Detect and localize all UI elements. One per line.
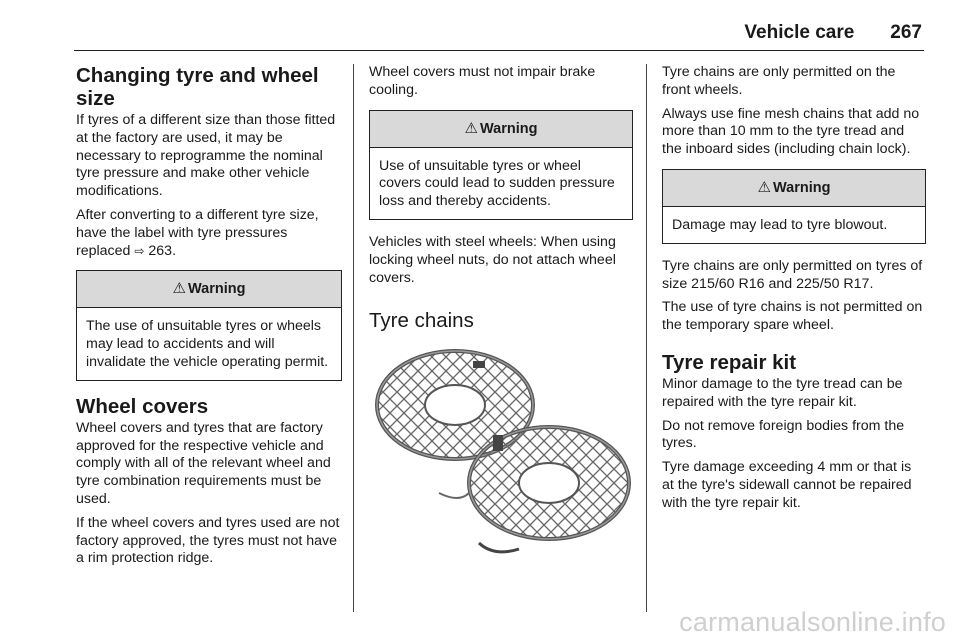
warning-body: Use of unsuitable tyres or wheel covers could lead to sudden pressure loss and thereby accidents.	[379, 157, 615, 210]
paragraph: Always use fine mesh chains that add no more than 10 mm to the tyre tread and the inboard sides (including chain lock).	[662, 105, 920, 158]
warning-title: Warning	[479, 120, 538, 137]
heading-wheel-covers: Wheel covers	[76, 394, 209, 418]
paragraph: If the wheel covers and tyres used are not factory approved, the tyres must not have a rim protection ridge.	[76, 514, 340, 567]
warning-box	[369, 110, 633, 220]
paragraph-text: After converting to a different tyre size, have the label with tyre pressures replaced	[76, 206, 319, 259]
warning-body: Damage may lead to tyre blowout.	[672, 216, 888, 233]
tyre-chains-illustration	[369, 343, 633, 557]
page-header	[0, 22, 922, 44]
warning-header	[77, 271, 341, 308]
heading-changing-tyre-size	[76, 64, 342, 110]
warning-box	[76, 270, 342, 380]
heading-line-1: Changing tyre and wheel	[76, 64, 319, 87]
column-3	[662, 64, 926, 519]
paragraph: Tyre chains are only permitted on the front wheels.	[662, 64, 896, 98]
column-1	[76, 64, 342, 574]
paragraph: Tyre chains are only permitted on tyres of size 215/60 R16 and 225/50 R17.	[662, 257, 923, 292]
section-title: Vehicle care	[744, 22, 855, 43]
page-number: 267	[890, 22, 922, 43]
page-reference-link[interactable]: 263.	[148, 242, 177, 259]
paragraph: The use of tyre chains is not permitted on the temporary spare wheel.	[662, 299, 923, 334]
heading-tyre-repair-kit: Tyre repair kit	[662, 350, 797, 374]
warning-box	[662, 169, 926, 244]
column-divider-1	[353, 64, 354, 612]
column-2	[369, 64, 633, 563]
paragraph: Wheel covers must not impair brake cooling.	[369, 64, 596, 98]
paragraph: Minor damage to the tyre tread can be repaired with the tyre repair kit.	[662, 375, 903, 410]
paragraph: Vehicles with steel wheels: When using locking wheel nuts, do not attach wheel covers.	[369, 233, 616, 286]
warning-triangle-icon: ⚠	[172, 280, 186, 298]
warning-title: Warning	[772, 179, 831, 196]
warning-header	[370, 111, 632, 148]
warning-title: Warning	[187, 281, 246, 298]
column-divider-2	[646, 64, 647, 612]
warning-header	[663, 170, 925, 207]
header-divider	[74, 50, 924, 51]
paragraph: Tyre damage exceeding 4 mm or that is at the tyre's sidewall cannot be repaired with the tyre repair kit.	[662, 459, 912, 511]
paragraph-with-reference	[76, 207, 342, 260]
heading-line-2: size	[76, 87, 115, 110]
arrow-reference-icon[interactable]: ⇨	[134, 243, 145, 258]
paragraph: Wheel covers and tyres that are factory approved for the respective vehicle and comply with all of the relevant wheel and tyre combination requirements must be used.	[76, 419, 331, 507]
heading-tyre-chains: Tyre chains	[369, 309, 474, 333]
paragraph: If tyres of a different size than those fitted at the factory are used, it may be necessary to reprogramme the nominal tyre pressure and make other vehicle modifications.	[76, 112, 336, 200]
paragraph: Do not remove foreign bodies from the tyres.	[662, 417, 905, 452]
watermark: carmanualsonline.info	[679, 607, 946, 637]
warning-triangle-icon: ⚠	[464, 119, 478, 137]
warning-triangle-icon: ⚠	[757, 178, 771, 196]
warning-body: The use of unsuitable tyres or wheels may lead to accidents and will invalidate the vehicle operating permit.	[86, 318, 329, 370]
